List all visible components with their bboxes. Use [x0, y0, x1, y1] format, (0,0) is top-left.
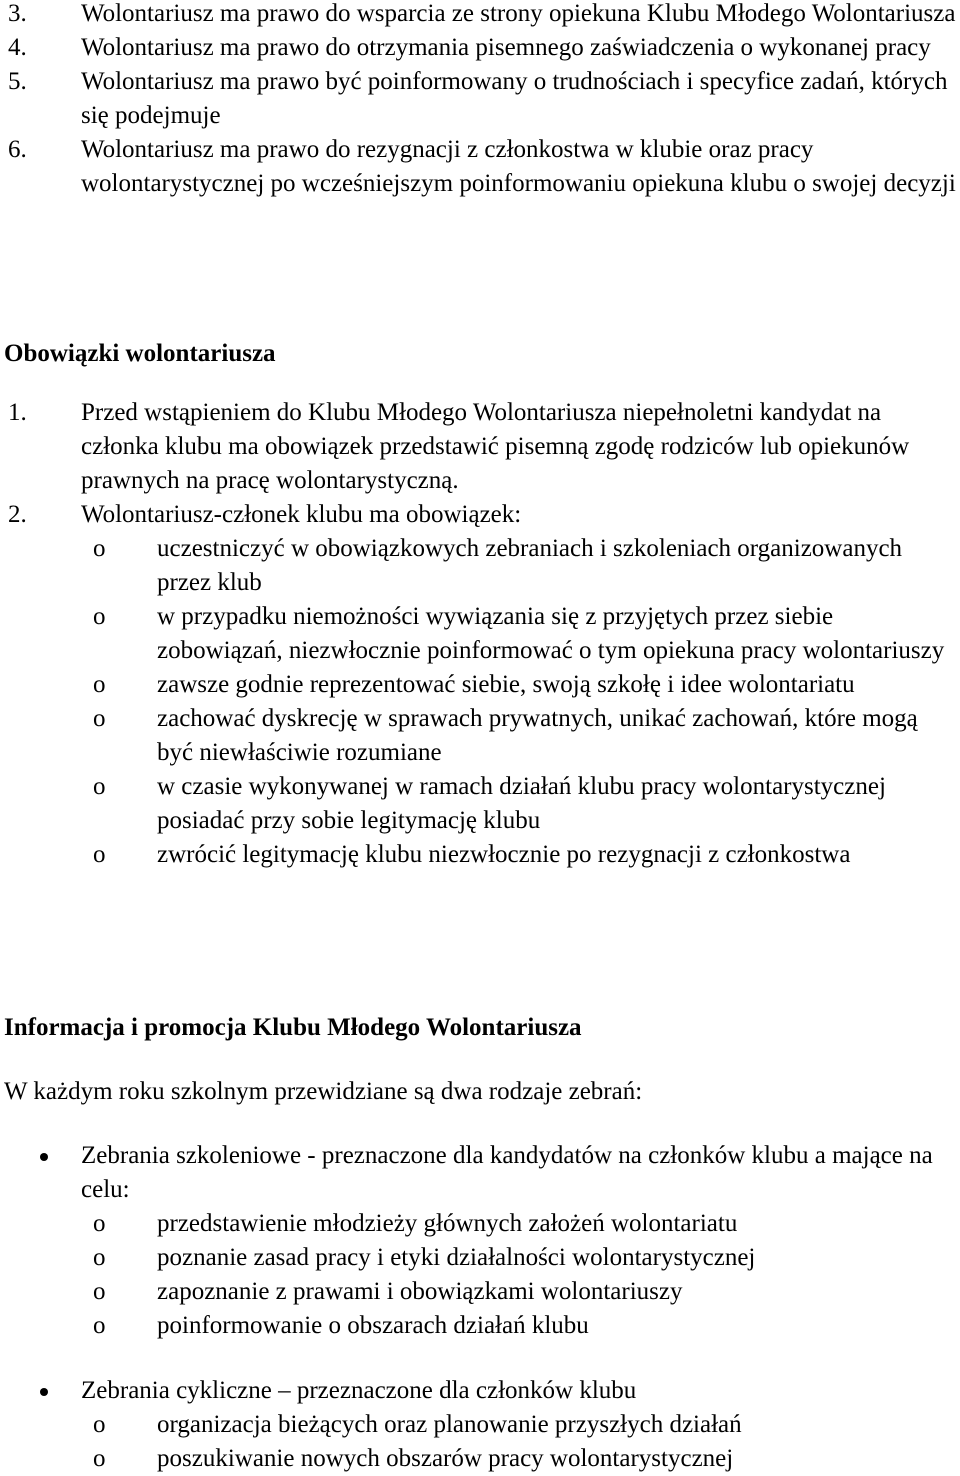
circle-bullet-icon: o: [93, 773, 106, 800]
sub-list-item: [81, 600, 960, 668]
sub-list-item: [81, 1442, 960, 1476]
circle-bullet-icon: o: [93, 1278, 106, 1305]
list-item: [0, 31, 960, 65]
sub-list-item-text: w przypadku niemożności wywiązania się z przyjętych przez siebie zobowiązań, niezwłocznie poinformować o tym opiekuna pracy wolontariuszy: [157, 603, 945, 664]
circle-bullet-icon: o: [93, 1445, 106, 1472]
list-item-text: Wolontariusz ma prawo do rezygnacji z członkostwa w klubie oraz pracy wolontarystycznej po wcześniejszym poinformowaniu opiekuna klubu o swojej decyzji: [81, 136, 956, 197]
circle-bullet-icon: o: [93, 1244, 106, 1271]
obligations-list: [0, 396, 960, 872]
sub-list-item-text: poinformowanie o obszarach działań klubu: [157, 1312, 589, 1339]
sub-list-item: [81, 702, 960, 770]
info-promo-heading: Informacja i promocja Klubu Młodego Wolontariusza: [4, 1014, 582, 1041]
list-item-text: Wolontariusz ma prawo być poinformowany o trudnościach i specyfice zadań, których się podejmuje: [81, 68, 948, 129]
meeting-types-list: [0, 1139, 960, 1343]
list-item: [0, 65, 960, 133]
bullet-icon: [40, 1388, 48, 1396]
list-item: [0, 1374, 960, 1476]
sub-list-item: [81, 1309, 960, 1343]
list-number: 4.: [8, 34, 27, 61]
sub-list-item: [81, 1275, 960, 1309]
list-number: 3.: [8, 0, 27, 27]
sub-list-item-text: poznanie zasad pracy i etyki działalności wolontarystycznej: [157, 1244, 756, 1271]
list-item: [0, 396, 960, 498]
sub-list-item-text: poszukiwanie nowych obszarów pracy wolontarystycznej: [157, 1445, 734, 1472]
sub-list-item-text: zachować dyskrecję w sprawach prywatnych, unikać zachowań, które mogą być niewłaściwie rozumiane: [157, 705, 918, 766]
cyclic-goals-list: [81, 1408, 960, 1476]
sub-list-item-text: przedstawienie młodzieży głównych założeń wolontariatu: [157, 1210, 738, 1237]
sub-list-item: [81, 838, 960, 872]
sub-list-item: [81, 1207, 960, 1241]
list-item: [0, 498, 960, 872]
circle-bullet-icon: o: [93, 535, 106, 562]
training-goals-list: [81, 1207, 960, 1343]
list-item: [0, 1139, 960, 1343]
list-item: [0, 0, 960, 31]
circle-bullet-icon: o: [93, 841, 106, 868]
list-item-text: Wolontariusz-członek klubu ma obowiązek:: [81, 501, 522, 528]
obligations-heading: Obowiązki wolontariusza: [4, 340, 276, 367]
circle-bullet-icon: o: [93, 671, 106, 698]
list-number: 5.: [8, 68, 27, 95]
sub-list-item-text: w czasie wykonywanej w ramach działań klubu pracy wolontarystycznej posiadać przy sobie legitymację klubu: [157, 773, 886, 834]
sub-list-item: [81, 668, 960, 702]
sub-list-item-text: uczestniczyć w obowiązkowych zebraniach i szkoleniach organizowanych przez klub: [157, 535, 903, 596]
sub-list-item-text: zwrócić legitymację klubu niezwłocznie po rezygnacji z członkostwa: [157, 841, 851, 868]
sub-list-item-text: zawsze godnie reprezentować siebie, swoją szkołę i idee wolontariatu: [157, 671, 855, 698]
list-number: 2.: [8, 501, 27, 528]
circle-bullet-icon: o: [93, 1411, 106, 1438]
sub-list-item: [81, 532, 960, 600]
list-item-text: Przed wstąpieniem do Klubu Młodego Wolontariusza niepełnoletni kandydat na członka klubu ma obowiązek przedstawić pisemną zgodę rodziców lub opiekunów prawnych na pracę wolontarystyczną.: [81, 399, 910, 494]
list-item-text: Wolontariusz ma prawo do otrzymania pisemnego zaświadczenia o wykonanej pracy: [81, 34, 931, 61]
meetings-intro: W każdym roku szkolnym przewidziane są dwa rodzaje zebrań:: [4, 1078, 643, 1105]
meeting-types-list-2: [0, 1374, 960, 1476]
list-item-text: Wolontariusz ma prawo do wsparcia ze strony opiekuna Klubu Młodego Wolontariusza: [81, 0, 956, 27]
list-item: [0, 133, 960, 201]
rights-list: [0, 0, 960, 201]
circle-bullet-icon: o: [93, 705, 106, 732]
list-item-text: Zebrania szkoleniowe - preznaczone dla kandydatów na członków klubu a mające na celu:: [81, 1142, 933, 1203]
sub-list-item: [81, 770, 960, 838]
obligation-duties-list: [81, 532, 960, 872]
sub-list-item-text: zapoznanie z prawami i obowiązkami wolontariuszy: [157, 1278, 683, 1305]
sub-list-item: [81, 1241, 960, 1275]
circle-bullet-icon: o: [93, 603, 106, 630]
list-item-text: Zebrania cykliczne – przeznaczone dla członków klubu: [81, 1377, 637, 1404]
bullet-icon: [40, 1153, 48, 1161]
sub-list-item-text: organizacja bieżących oraz planowanie przyszłych działań: [157, 1411, 742, 1438]
circle-bullet-icon: o: [93, 1312, 106, 1339]
circle-bullet-icon: o: [93, 1210, 106, 1237]
sub-list-item: [81, 1408, 960, 1442]
list-number: 6.: [8, 136, 27, 163]
list-number: 1.: [8, 399, 27, 426]
